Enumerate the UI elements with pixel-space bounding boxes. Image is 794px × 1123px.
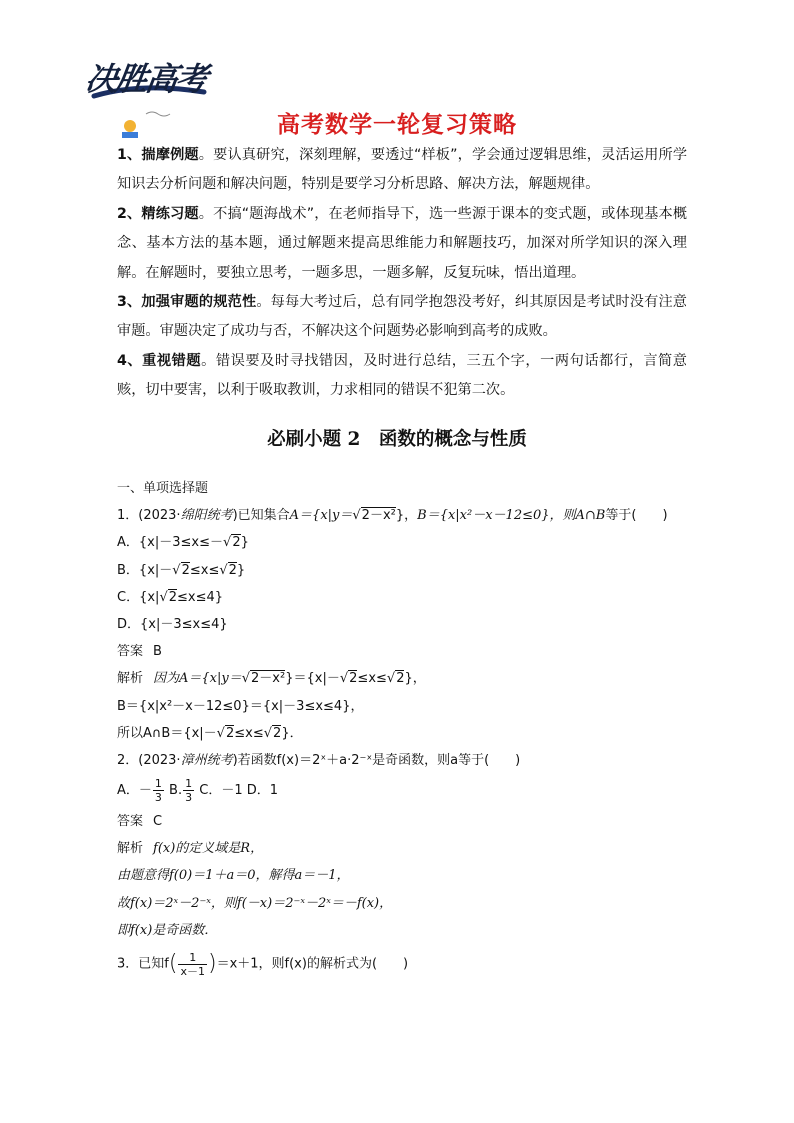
option-c[interactable]: C．{x|√2≤x≤4} — [117, 589, 224, 605]
question-2-stem: 2．(2023·漳州统考)若函数f(x)＝2ˣ＋a·2⁻ˣ是奇函数，则a等于( ) — [117, 752, 521, 768]
strategy-lead: 4、重视错题 — [117, 352, 202, 369]
analysis-2-line-3: 故f(x)＝2ˣ－2⁻ˣ，则f(－x)＝2⁻ˣ－2ˣ＝－f(x)， — [117, 895, 393, 911]
question-1-stem: 1．(2023·绵阳统考)已知集合A＝{x|y＝√2－x²}，B＝{x|x²－x－12≤0}，则A∩B等于( ) — [117, 508, 668, 524]
strategy-item — [117, 347, 687, 406]
section-title: 必刷小题 2 函数的概念与性质 — [267, 429, 527, 450]
section-type: 一、单项选择题 — [117, 481, 209, 496]
option-a[interactable]: A．－ $\frac{1}{3}$ — [117, 777, 162, 805]
option-b[interactable]: B．{x|－√2≤x≤√2} — [117, 562, 246, 578]
analysis-1-line-2: B＝{x|x²－x－12≤0}＝{x|－3≤x≤4}， — [117, 698, 364, 714]
question-2-options — [117, 774, 697, 808]
question-3-stem: 3．已知f( $\frac{1}{x-1}$ )＝x＋1，则f(x)的解析式为( ) — [117, 950, 409, 978]
strategy-lead: 1、揣摩例题 — [117, 147, 199, 163]
option-d[interactable]: D．1 — [246, 783, 279, 799]
strategy-text: 。每每大考过后，总有同学抱怨没考好，纠其原因是考试时没有注意审题。审题决定了成功与否，不解决这个问题势必影响到高考的成败。 — [117, 294, 687, 340]
fraction: $\frac{1}{3}$ — [185, 777, 193, 805]
answer-2: 答案 C — [117, 814, 163, 830]
strategy-text: 。要认真研究，深刻理解，要透过“样板”，学会通过逻辑思维，灵活运用所学知识去分析问题和解决问题，特别是要学习分析思路、解决方法，解题规律。 — [117, 147, 688, 193]
analysis-1-line-3: 所以A∩B＝{x|－√2≤x≤√2}． — [117, 725, 303, 741]
analysis-2-line-2: 由题意得f(0)＝1＋a＝0，解得a＝－1， — [117, 868, 350, 884]
strategy-item — [117, 288, 687, 347]
analysis-1-line-1: 解析 因为A＝{x|y＝√2－x²}＝{x|－√2≤x≤√2}， — [117, 671, 426, 687]
fraction: $\frac{1}{3}$ — [154, 777, 162, 805]
analysis-2-line-4: 即f(x)是奇函数． — [117, 922, 218, 938]
strategy-text: 。错误要及时寻找错因，及时进行总结，三五个字，一两句话都行，言简意赅，切中要害，以利于吸取教训，力求相同的错误不犯第二次。 — [117, 352, 687, 399]
strategy-lead: 3、加强审题的规范性 — [117, 294, 257, 311]
strategy-text: 。不搞“题海战术”，在老师指导下，选一些源于课本的变式题，或体现基本概念、基本方法的基本题，通过解题来提高思维能力和解题技巧，加深对所学知识的深入理解。在解题时，要独立思考，一题多思，一题多解，反复玩味，悟出道理。 — [117, 205, 688, 281]
option-d[interactable]: D．{x|－3≤x≤4} — [117, 616, 228, 632]
logo-text: 决胜高考 — [83, 60, 209, 98]
option-c[interactable]: C．－1 — [199, 783, 243, 799]
option-a[interactable]: A．{x|－3≤x≤－√2} — [117, 535, 249, 551]
strategy-lead: 2、精练习题 — [117, 205, 199, 222]
analysis-2-line-1: 解析 f(x)的定义域是R， — [117, 841, 264, 857]
answer-1: 答案 B — [117, 644, 162, 660]
strategy-item — [117, 141, 687, 200]
question-body — [117, 475, 697, 984]
option-b[interactable]: B. $\frac{1}{3}$ — [169, 777, 193, 805]
page-title: 高考数学一轮复习策略 — [277, 112, 517, 138]
strategy-item — [117, 200, 687, 288]
strategy-list — [117, 141, 687, 406]
fraction: $\frac{1}{x-1}$ — [180, 950, 205, 978]
